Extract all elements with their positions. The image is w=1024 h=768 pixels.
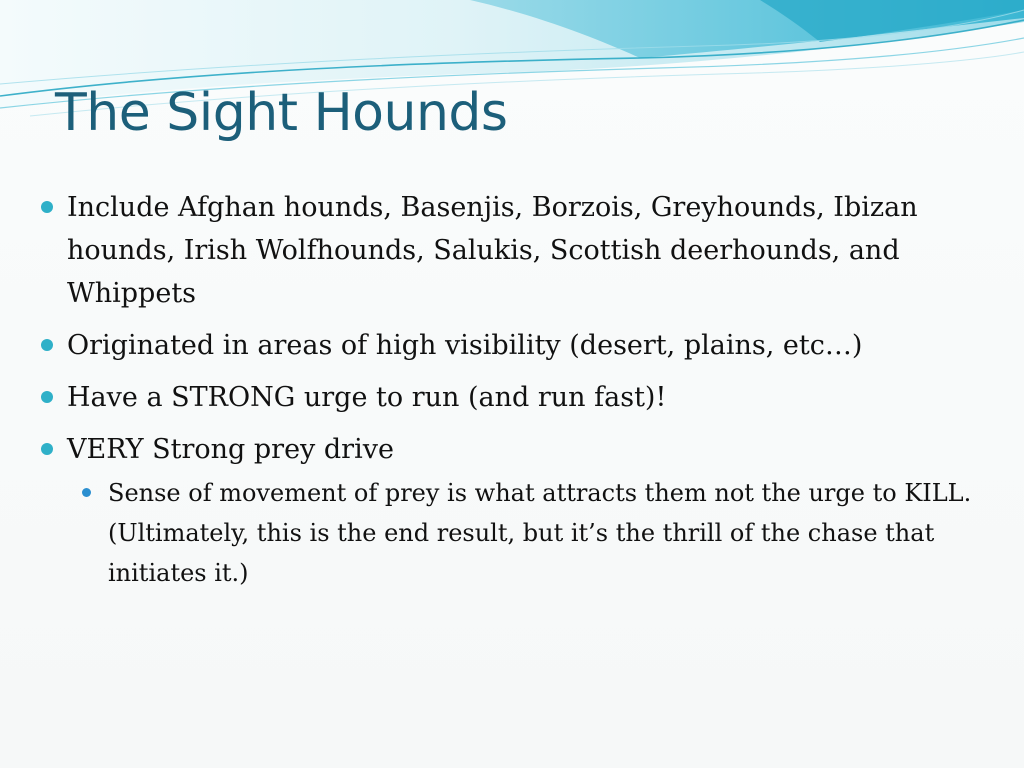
sub-bullet-item <box>81 473 1010 593</box>
sub-bullet-list <box>67 473 1010 593</box>
bullet-text: Have a STRONG urge to run (and run fast)! <box>67 382 667 413</box>
sub-bullet-text: Sense of movement of prey is what attracts them not the urge to KILL. (Ultimately, this is the end result, but it’s the thrill of the chase that initiates it.) <box>108 479 972 587</box>
bullet-dot-icon <box>41 391 53 403</box>
bullet-item <box>40 186 1010 315</box>
bullet-dot-icon <box>41 339 53 351</box>
bullet-list <box>40 186 1010 593</box>
sub-bullet-dot-icon <box>82 488 91 497</box>
bullet-item <box>40 428 1010 593</box>
bullet-text: VERY Strong prey drive <box>67 434 394 465</box>
bullet-text: Originated in areas of high visibility (desert, plains, etc…) <box>67 330 863 361</box>
bullet-text: Include Afghan hounds, Basenjis, Borzois, Greyhounds, Ibizan hounds, Irish Wolfhounds, Salukis, Scottish deerhounds, and Whippets <box>67 192 918 309</box>
bullet-item <box>40 376 1010 419</box>
bullet-dot-icon <box>41 443 53 455</box>
slide-title: The Sight Hounds <box>55 83 508 143</box>
slide-content <box>40 186 1010 602</box>
bullet-dot-icon <box>41 201 53 213</box>
bullet-item <box>40 324 1010 367</box>
